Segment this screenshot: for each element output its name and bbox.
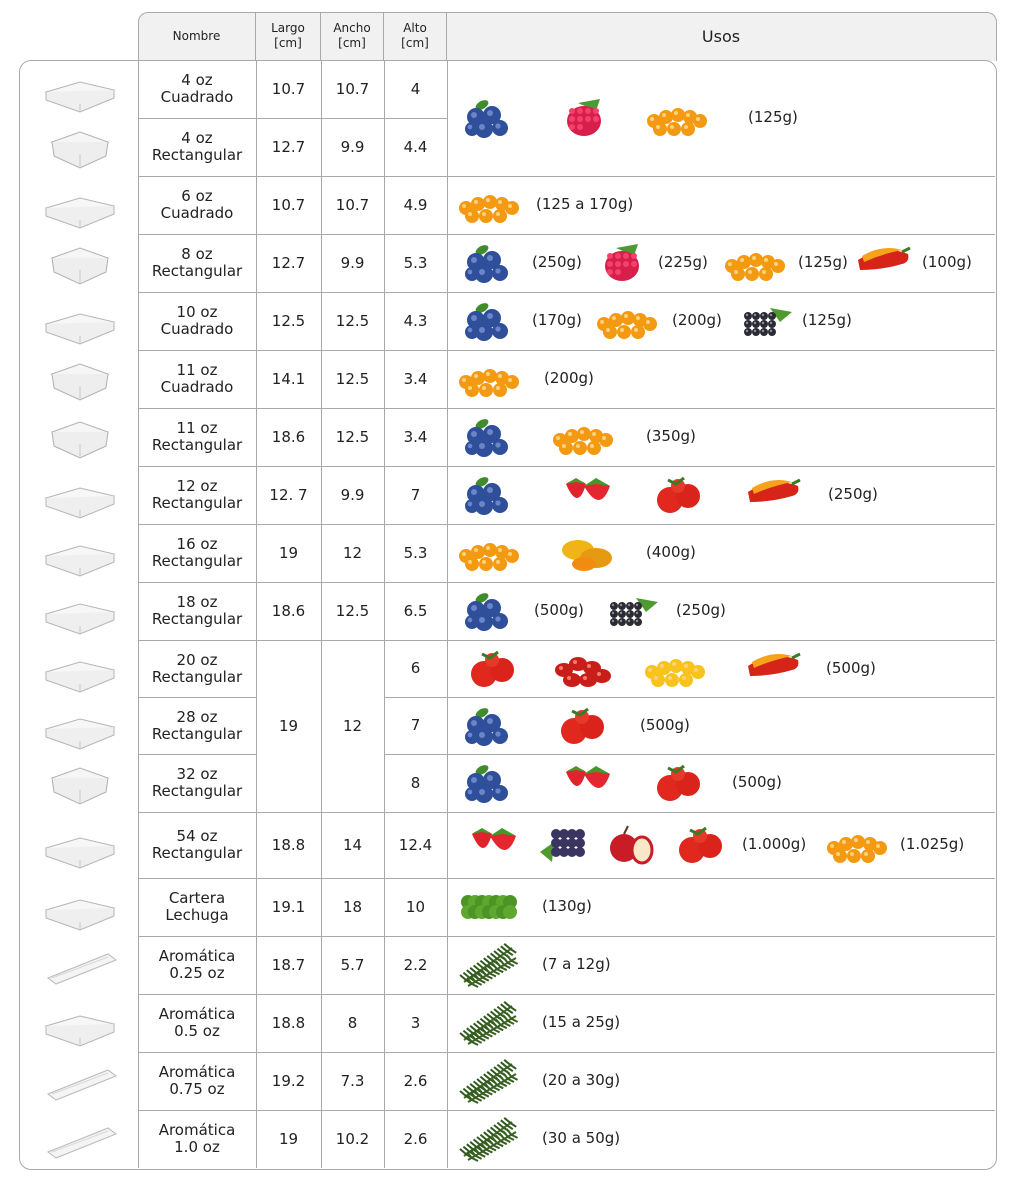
product-name: 8 oz Rectangular <box>151 245 243 280</box>
row-divider <box>447 176 995 177</box>
row-divider <box>447 994 995 995</box>
length-value: 19.2 <box>271 1071 306 1090</box>
row-divider <box>447 408 995 409</box>
row-divider <box>447 234 995 235</box>
lettuce-icon <box>458 884 520 930</box>
row-divider <box>447 936 995 937</box>
length-value: 14.1 <box>271 369 306 388</box>
length-value: 12. 7 <box>269 485 308 504</box>
herb-icon <box>458 1116 520 1162</box>
container-thumbnail <box>28 586 132 636</box>
container-thumbnail <box>28 354 132 404</box>
product-name: Cartera Lechuga <box>165 889 229 924</box>
product-name: 4 oz Rectangular <box>151 129 243 164</box>
width-value: 14 <box>342 835 363 854</box>
herb-icon <box>458 1058 520 1104</box>
height-value: 2.2 <box>403 955 428 974</box>
pepper-icon <box>742 646 804 692</box>
length-value: 18.8 <box>271 1013 306 1032</box>
product-name: Aromática 0.75 oz <box>158 1063 236 1098</box>
header-ancho: Ancho [cm] <box>321 12 384 60</box>
blueberry-icon <box>462 588 524 634</box>
container-thumbnail <box>28 758 132 808</box>
raspberry-icon <box>594 240 656 286</box>
container-thumbnail <box>28 238 132 288</box>
container-thumbnail <box>28 1056 132 1106</box>
header-largo: Largo [cm] <box>256 12 321 60</box>
usage-weight: (125g) <box>798 253 848 271</box>
product-name: 16 oz Rectangular <box>151 535 243 570</box>
blueberry-icon <box>462 240 524 286</box>
width-value: 9.9 <box>340 253 365 272</box>
goldenberry-icon <box>826 822 888 868</box>
tomato-icon <box>648 760 710 806</box>
container-thumbnail <box>28 820 132 870</box>
column-divider <box>447 60 448 1168</box>
width-value: 9.9 <box>340 485 365 504</box>
usage-weight: (20 a 30g) <box>542 1071 621 1089</box>
goldenberry-icon <box>458 530 520 576</box>
goldenberry-icon <box>458 182 520 228</box>
height-value: 2.6 <box>403 1071 428 1090</box>
height-value: 12.4 <box>398 835 433 854</box>
tomato-icon <box>462 646 524 692</box>
length-value: 18.7 <box>271 955 306 974</box>
row-divider <box>447 292 995 293</box>
height-value: 2.6 <box>403 1129 428 1148</box>
width-value: 8 <box>347 1013 358 1032</box>
height-value: 7 <box>410 716 421 734</box>
usage-weight: (30 a 50g) <box>542 1129 621 1147</box>
raspberry-icon <box>556 95 618 141</box>
width-value: 9.9 <box>340 137 365 156</box>
container-thumbnail <box>28 122 132 172</box>
height-value: 4.9 <box>403 195 428 214</box>
header-nombre: Nombre <box>138 12 256 60</box>
blueberry-icon <box>462 760 524 806</box>
pepper-icon <box>742 472 804 518</box>
row-divider <box>447 1110 995 1111</box>
row-divider <box>447 640 995 641</box>
tomato-icon <box>552 703 614 749</box>
product-name: 20 oz Rectangular <box>151 650 243 686</box>
herb-icon <box>458 1000 520 1046</box>
usage-weight: (200g) <box>544 369 594 387</box>
product-name: 12 oz Rectangular <box>151 477 243 512</box>
strawberry-icon <box>556 760 618 806</box>
cherry-tomato-icon <box>552 646 614 692</box>
height-value: 5.3 <box>403 253 428 272</box>
row-divider <box>447 350 995 351</box>
height-value: 5.3 <box>403 543 428 562</box>
yellow-tomato-icon <box>644 646 706 692</box>
product-name: 11 oz Rectangular <box>151 419 243 454</box>
width-value: 12.5 <box>335 427 370 446</box>
container-thumbnail <box>28 64 132 114</box>
row-divider <box>447 524 995 525</box>
width-value: 12.5 <box>335 369 370 388</box>
length-value: 18.6 <box>271 427 306 446</box>
row-divider <box>447 754 995 755</box>
container-thumbnail <box>28 940 132 990</box>
goldenberry-icon <box>724 240 786 286</box>
goldenberry-icon <box>646 95 708 141</box>
row-divider <box>447 697 995 698</box>
length-value: 18.6 <box>271 601 306 620</box>
width-value: 5.7 <box>340 955 365 974</box>
width-value: 7.3 <box>340 1071 365 1090</box>
height-value: 10 <box>405 897 426 916</box>
goldenberry-icon <box>552 414 614 460</box>
length-value: 19 <box>278 1129 299 1148</box>
product-name: 28 oz Rectangular <box>151 707 243 743</box>
container-thumbnail <box>28 998 132 1048</box>
strawberry-icon <box>462 822 524 868</box>
usage-weight: (350g) <box>646 427 696 445</box>
length-value: 19 <box>278 543 299 562</box>
usage-weight: (15 a 25g) <box>542 1013 621 1031</box>
width-value: 10.7 <box>335 79 370 98</box>
width-value: 18 <box>342 897 363 916</box>
length-value: 19 <box>278 716 299 735</box>
length-value: 10.7 <box>271 195 306 214</box>
length-value: 18.8 <box>271 835 306 854</box>
length-value: 12.7 <box>271 137 306 156</box>
length-value: 10.7 <box>271 79 306 98</box>
usage-weight: (500g) <box>534 601 584 619</box>
header-alto: Alto [cm] <box>384 12 447 60</box>
tomato-icon <box>648 472 710 518</box>
height-value: 4 <box>410 79 421 98</box>
product-name: 10 oz Cuadrado <box>160 303 234 338</box>
header-usos: Usos <box>701 26 741 46</box>
container-thumbnail <box>28 528 132 578</box>
product-name: 32 oz Rectangular <box>151 765 243 800</box>
tomato-icon <box>670 822 732 868</box>
usage-weight: (130g) <box>542 897 592 915</box>
height-value: 8 <box>410 773 421 792</box>
apple-icon <box>602 822 664 868</box>
row-divider <box>447 582 995 583</box>
usage-weight: (1.000g) <box>742 835 807 853</box>
height-value: 4.3 <box>403 311 428 330</box>
usage-weight: (7 a 12g) <box>542 955 611 973</box>
product-name: Aromática 1.0 oz <box>158 1121 236 1156</box>
width-value: 12 <box>342 716 363 735</box>
herb-icon <box>458 942 520 988</box>
usage-weight: (125 a 170g) <box>536 195 634 213</box>
blueberry-icon <box>462 414 524 460</box>
usage-weight: (500g) <box>732 773 782 791</box>
row-divider <box>447 466 995 467</box>
usage-weight: (250g) <box>676 601 726 619</box>
height-value: 3 <box>410 1013 421 1032</box>
length-value: 19.1 <box>271 897 306 916</box>
container-thumbnail <box>28 296 132 346</box>
width-value: 10.2 <box>335 1129 370 1148</box>
goldenberry-icon <box>596 298 658 344</box>
blueberry-icon <box>462 472 524 518</box>
usage-weight: (500g) <box>826 658 876 677</box>
height-value: 4.4 <box>403 137 428 156</box>
goldenberry-icon <box>458 356 520 402</box>
height-value: 7 <box>410 485 421 504</box>
blueberry-icon <box>462 703 524 749</box>
mango-icon <box>556 530 618 576</box>
product-name: 11 oz Cuadrado <box>160 361 234 396</box>
length-value: 12.7 <box>271 253 306 272</box>
container-thumbnail <box>28 180 132 230</box>
container-thumbnail <box>28 1114 132 1164</box>
height-value: 3.4 <box>403 369 428 388</box>
blueberry-icon <box>462 298 524 344</box>
usage-weight: (250g) <box>532 253 582 271</box>
usage-weight: (170g) <box>532 311 582 329</box>
width-value: 10.7 <box>335 195 370 214</box>
row-divider <box>447 1052 995 1053</box>
container-thumbnail <box>28 701 132 751</box>
height-value: 6.5 <box>403 601 428 620</box>
product-name: Aromática 0.5 oz <box>158 1005 236 1040</box>
container-thumbnail <box>28 882 132 932</box>
grape-icon <box>536 822 598 868</box>
product-name: 54 oz Rectangular <box>151 827 243 862</box>
width-value: 12.5 <box>335 601 370 620</box>
row-divider <box>447 878 995 879</box>
blackberry-icon <box>736 298 798 344</box>
product-name: 6 oz Cuadrado <box>160 187 234 222</box>
width-value: 12 <box>342 543 363 562</box>
blackberry-icon <box>602 588 664 634</box>
usage-weight: (125g) <box>748 108 798 126</box>
length-value: 12.5 <box>271 311 306 330</box>
pepper-icon <box>852 240 914 286</box>
width-value: 12.5 <box>335 311 370 330</box>
height-value: 6 <box>410 659 421 677</box>
usage-weight: (500g) <box>640 715 690 734</box>
usage-weight: (200g) <box>672 311 722 329</box>
product-name: 4 oz Cuadrado <box>160 71 234 106</box>
strawberry-icon <box>556 472 618 518</box>
row-divider <box>447 812 995 813</box>
container-thumbnail <box>28 470 132 520</box>
usage-weight: (100g) <box>922 253 972 271</box>
product-name: Aromática 0.25 oz <box>158 947 236 982</box>
usage-weight: (250g) <box>828 485 878 503</box>
usage-weight: (225g) <box>658 253 708 271</box>
container-thumbnail <box>28 412 132 462</box>
blueberry-icon <box>462 95 524 141</box>
container-thumbnail <box>28 644 132 694</box>
height-value: 3.4 <box>403 427 428 446</box>
usage-weight: (125g) <box>802 311 852 329</box>
product-name: 18 oz Rectangular <box>151 593 243 628</box>
usage-weight: (400g) <box>646 543 696 561</box>
usage-weight: (1.025g) <box>900 835 965 853</box>
